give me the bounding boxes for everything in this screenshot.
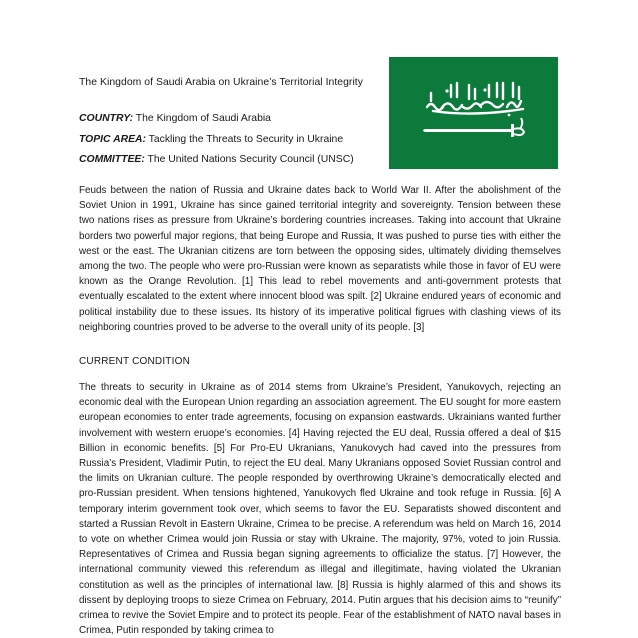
topic-line <box>79 134 343 145</box>
current-condition-heading: CURRENT CONDITION <box>79 356 190 367</box>
committee-label: COMMITTEE: <box>79 154 145 165</box>
intro-paragraph: Feuds between the nation of Russia and Ukraine dates back to World War II. After the abolishment of the Soviet Union in 1991, Ukraine has since gained territorial integrity and sovereignty. Tension between these two nations rises as pressure from Ukraine’s bordering countries increases. Taking into account that Ukraine borders two powerful major regions, that being Europe and Russia, It was pushed to purse ties with either the west or the east. The Ukranian citizens are torn between the opposing sides, ultimately dividing themselves among the two. The people who were pro-Russian were known as separatists while those in favor of EU were known as the Orange Revolution. [1] This lead to rebel movements and anti-government protests that eventually escalated to the extent where innocent blood was spilt. [2] Ukraine endured years of economic and political instability due to these issues. Its history of its imperative political figrues with clashing views of its neighboring countries proved to be adverse to the overall unity of its people. [3] <box>79 185 561 333</box>
country-line <box>79 113 271 124</box>
committee-value: The United Nations Security Council (UNSC) <box>147 154 354 165</box>
saudi-arabia-flag-icon <box>389 57 558 169</box>
topic-label: TOPIC AREA: <box>79 134 146 145</box>
current-condition-paragraph: The threats to security in Ukraine as of 2014 stems from Ukraine’s President, Yanukovych, rejecting an economic deal with the European Union regarding an association agreement. The EU sought for more eastern european economies to enter trade agreements, focusing on expansion eastwards. Ukrainians wanted further involvement with western eruope’s economies. [4] Having rejected the EU deal, Russia offered a deal of $15 Billion in economic benefits. [5] For Pro-EU Ukranians, Yanukovych had caved into the pressures from Russia’s President, Vladimir Putin, to reject the EU deal. Many Ukranians opposed Soviet Russian control and the limits on Ukranian culture. The people responded by overthrowing Ukraine’s democratically elected and pro-Russian president. When tensions hightened, Yanukovych fled Ukraine and took refuge in Russia. [6] A temporary interim government took over, which seems to favor the EU. Separatists showed discontent and started a Russian Revolt in Eastern Ukraine, Crimea to be precise. A referendum was held on March 16, 2014 to vote on whether Crimea would join Russia or stay with Ukraine. The majority, 97%, voted to join Russia. Representatives of Crimea and Russia began signing agreements to officialize the status. [7] However, the international community viewed this referendum as illegal and illegitimate, having violated the Ukranian constitution as well as the principles of international law. [8] Russia is highly alarmed of this and shows its dissent by deploying troops to sieze Crimea on February, 2014. Putin argues that his decision aims to “reunify” crimea to revive the Soviet Empire and to protect its people. Fear of the establishment of NATO naval bases in Crimea, Putin responded by taking crimea to <box>79 382 561 637</box>
committee-line <box>79 154 354 165</box>
topic-value: Tackling the Threats to Security in Ukraine <box>148 134 344 145</box>
flag-emblem <box>389 57 558 169</box>
country-label: COUNTRY: <box>79 113 134 124</box>
document-title: The Kingdom of Saudi Arabia on Ukraine’s Territorial Integrity <box>79 77 363 88</box>
country-value: The Kingdom of Saudi Arabia <box>135 113 271 124</box>
